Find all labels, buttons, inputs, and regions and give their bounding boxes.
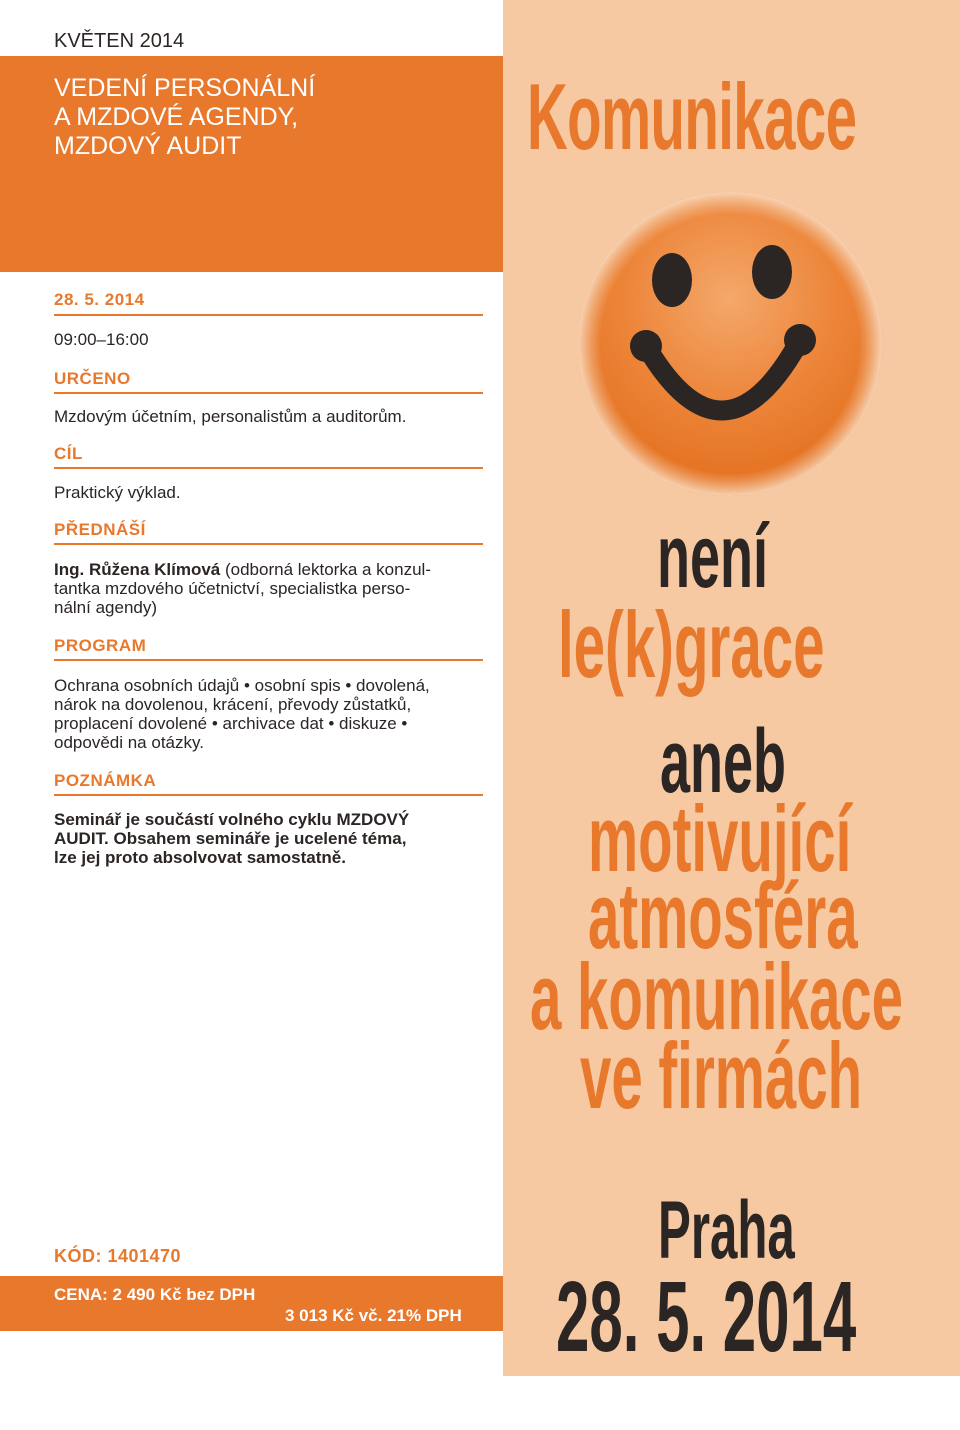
seminar-time: 09:00–16:00 xyxy=(54,330,149,349)
divider xyxy=(54,659,483,661)
lecturer-name: Ing. Růžena Klímová xyxy=(54,560,221,579)
month-label: KVĚTEN 2014 xyxy=(54,30,185,52)
event-date: 28. 5. 2014 xyxy=(556,1261,857,1373)
program-heading: PROGRAM xyxy=(54,636,147,655)
prednasi-heading: PŘEDNÁŠÍ xyxy=(54,520,146,539)
divider xyxy=(54,543,483,545)
slogan-line-6: a komunikace xyxy=(530,944,904,1049)
slogan-line-5: atmosféra xyxy=(588,863,858,968)
slogan-line-7: ve firmách xyxy=(580,1023,863,1128)
price-with-vat: 3 013 Kč vč. 21% DPH xyxy=(285,1306,462,1325)
note-text: Seminář je součástí volného cyklu MZDOVÝ AUDIT. Obsahem semináře je ucelené téma, lze jej proto absolvovat samostatně. xyxy=(54,810,410,867)
lecturer-text: Ing. Růžena Klímová (odborná lektorka a konzul- tantka mzdového účetnictví, specialistka perso- nální agendy) xyxy=(54,560,431,617)
price-bar xyxy=(0,1276,503,1331)
slogan-line-4: motivující xyxy=(588,786,852,891)
headline: Komunikace xyxy=(527,64,857,169)
course-code: KÓD: 1401470 xyxy=(54,1246,182,1266)
divider xyxy=(54,467,483,469)
right-panel-footer xyxy=(503,1376,960,1430)
divider xyxy=(54,794,483,796)
poznamka-heading: POZNÁMKA xyxy=(54,771,157,790)
price-without-vat: CENA: 2 490 Kč bez DPH xyxy=(54,1285,256,1304)
seminar-date: 28. 5. 2014 xyxy=(54,290,145,309)
divider xyxy=(54,392,483,394)
cil-text: Praktický výklad. xyxy=(54,483,181,502)
urceno-text: Mzdovým účetním, personalistům a auditorům. xyxy=(54,407,407,426)
cil-heading: CÍL xyxy=(54,444,83,463)
program-text: Ochrana osobních údajů • osobní spis • dovolená, nárok na dovolenou, krácení, převody zůstatků, proplacení dovolené • archivace dat • diskuze • odpovědi na otázky. xyxy=(54,676,430,752)
seminar-title: VEDENÍ PERSONÁLNÍ A MZDOVÉ AGENDY, MZDOVÝ AUDIT xyxy=(54,74,316,160)
urceno-heading: URČENO xyxy=(54,369,131,388)
city: Praha xyxy=(658,1185,795,1276)
title-box xyxy=(0,56,503,272)
slogan-line-3: aneb xyxy=(660,712,787,812)
smiley-icon xyxy=(574,188,886,500)
slogan-line-2: le(k)grace xyxy=(558,592,825,697)
divider xyxy=(54,314,483,316)
slogan-line-1: není xyxy=(657,507,769,607)
